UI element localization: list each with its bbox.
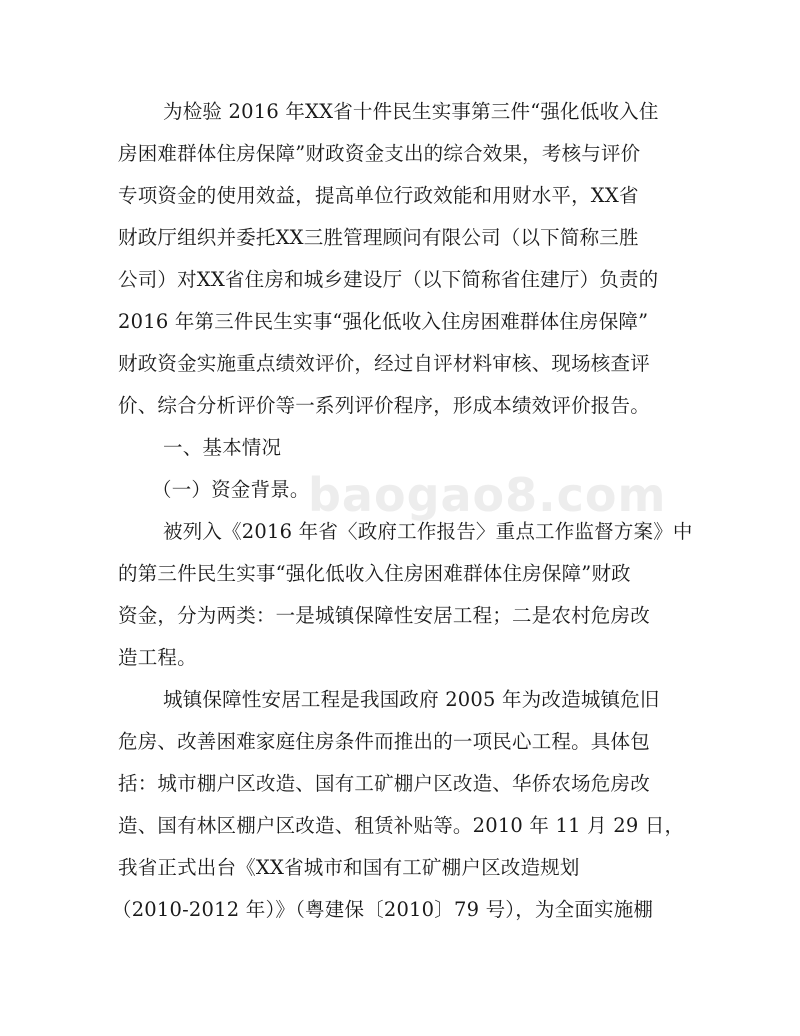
paragraph-2-line-1: 被列入《2016 年省〈政府工作报告〉重点工作监督方案》中 xyxy=(163,520,693,543)
paragraph-1-line-6: 2016 年第三件民生实事“强化低收入住房困难群体住房保障” xyxy=(118,310,649,333)
section-heading: 一、基本情况 xyxy=(163,436,282,459)
paragraph-1-line-3: 专项资金的使用效益，提高单位行政效能和用财水平，XX省 xyxy=(118,184,639,207)
paragraph-1-line-4: 财政厅组织并委托XX三胜管理顾问有限公司（以下简称三胜 xyxy=(118,226,639,249)
paragraph-1-line-8: 价、综合分析评价等一系列评价程序，形成本绩效评价报告。 xyxy=(118,394,650,417)
paragraph-3-line-1: 城镇保障性安居工程是我国政府 2005 年为改造城镇危旧 xyxy=(163,688,660,711)
subsection-heading: （一）资金背景。 xyxy=(152,478,310,501)
paragraph-3-line-5: 我省正式出台《XX省城市和国有工矿棚户区改造规划 xyxy=(118,856,580,879)
paragraph-3-line-3: 括：城市棚户区改造、国有工矿棚户区改造、华侨农场危房改 xyxy=(118,772,650,795)
paragraph-1-line-1: 为检验 2016 年XX省十件民生实事第三件“强化低收入住 xyxy=(163,100,659,123)
paragraph-3-line-4: 造、国有林区棚户区改造、租赁补贴等。2010 年 11 月 29 日， xyxy=(118,814,685,837)
paragraph-1-line-5: 公司）对XX省住房和城乡建设厅（以下简称省住建厅）负责的 xyxy=(118,268,659,291)
paragraph-1-line-7: 财政资金实施重点绩效评价，经过自评材料审核、现场核查评 xyxy=(118,352,650,375)
watermark: baogao8.com xyxy=(308,468,667,522)
paragraph-1-line-2: 房困难群体住房保障”财政资金支出的综合效果，考核与评价 xyxy=(118,142,641,165)
paragraph-3-line-6: （2010-2012 年）》（粤建保〔2010〕79 号），为全面实施棚 xyxy=(112,898,654,921)
paragraph-2-line-3: 资金，分为两类：一是城镇保障性安居工程；二是农村危房改 xyxy=(118,604,650,627)
paragraph-3-line-2: 危房、改善困难家庭住房条件而推出的一项民心工程。具体包 xyxy=(118,730,650,753)
paragraph-2-line-4: 造工程。 xyxy=(118,646,197,669)
paragraph-2-line-2: 的第三件民生实事“强化低收入住房困难群体住房保障”财政 xyxy=(118,562,631,585)
